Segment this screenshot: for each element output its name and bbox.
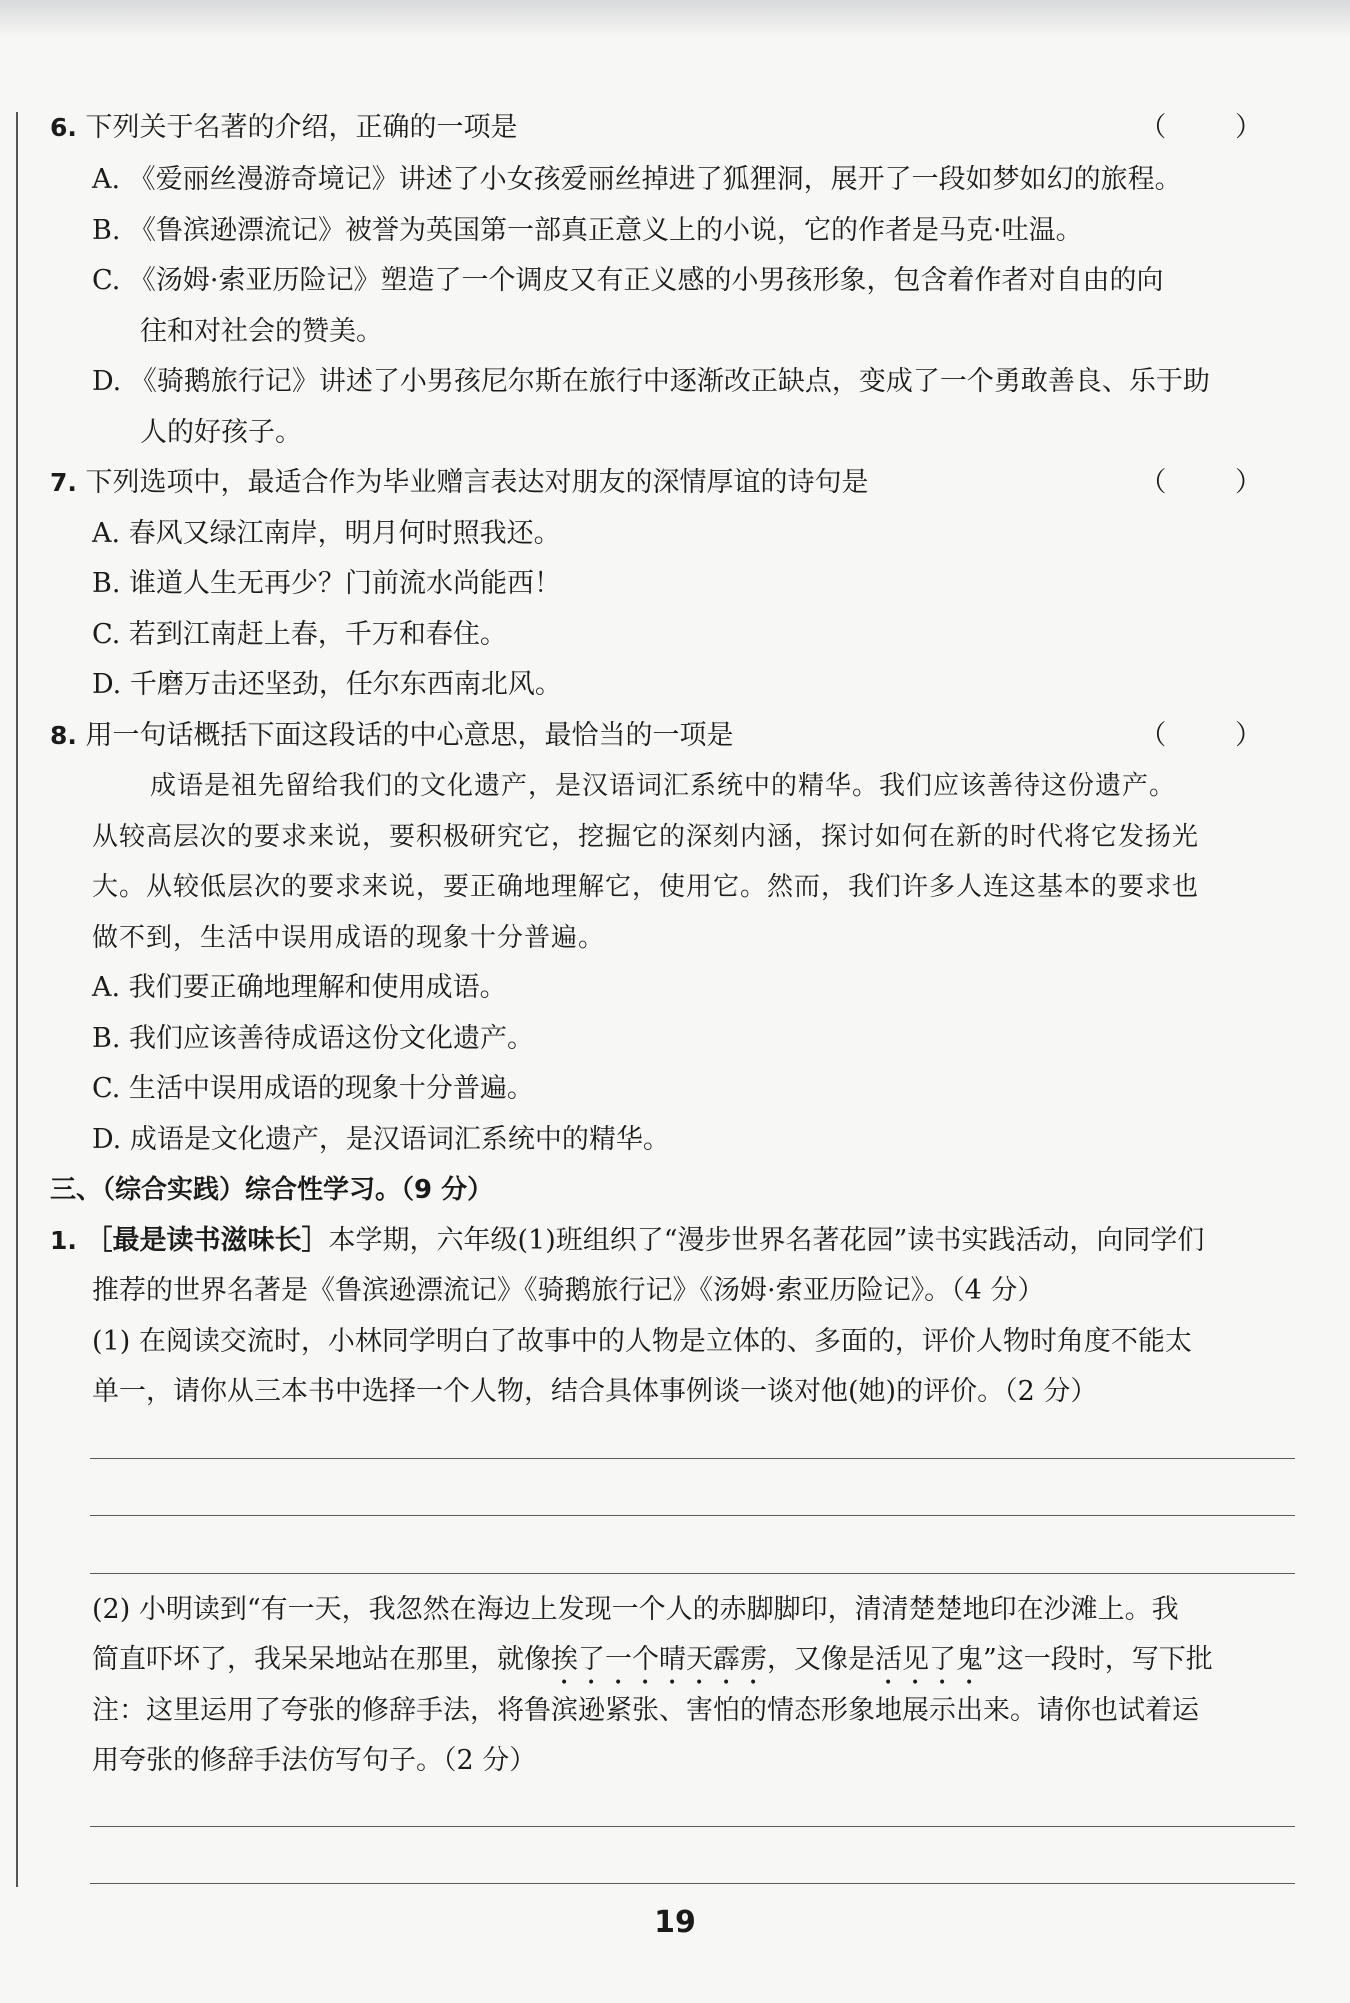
q8-passage-line-2: 从较高层次的要求来说，要积极研究它，挖掘它的深刻内涵，探讨如何在新的时代将它发扬光 bbox=[92, 822, 1200, 852]
s3q1-sub1-line-1: (1) 在阅读交流时，小林同学明白了故事中的人物是立体的、多面的，评价人物时角度不能太 bbox=[92, 1326, 1192, 1357]
q7-stem: 下列选项中，最适合作为毕业赠言表达对朋友的深情厚谊的诗句是 bbox=[85, 467, 869, 498]
left-margin-rule bbox=[16, 112, 18, 1887]
s3q1-sub2-line-2 bbox=[92, 1640, 1213, 1691]
q8-passage-line-4: 做不到，生活中误用成语的现象十分普遍。 bbox=[92, 923, 606, 953]
q7-option-c: C. 若到江南赶上春，千万和春住。 bbox=[92, 619, 507, 650]
scan-top-shadow bbox=[0, 0, 1350, 38]
q8-option-b: B. 我们应该善待成语这份文化遗产。 bbox=[92, 1023, 535, 1054]
s3q1-sub1-line-2: 单一，请你从三本书中选择一个人物，结合具体事例谈一谈对他(她)的评价。（2 分） bbox=[92, 1376, 1098, 1407]
s3q1-intro-line-1 bbox=[50, 1221, 1204, 1261]
q8-number: 8. bbox=[50, 721, 77, 750]
s3q1-sub2-text-c: ，又像是 bbox=[767, 1644, 875, 1675]
q7-option-a: A. 春风又绿江南岸，明月何时照我还。 bbox=[92, 518, 561, 549]
s3q1-sub2-text-a: 简直吓坏了，我呆呆地站在那里，就像 bbox=[92, 1644, 551, 1675]
q7-stem-line bbox=[50, 463, 869, 503]
answer-line-1[interactable] bbox=[90, 1458, 1295, 1459]
emphasis-phrase-2: 活见了鬼 bbox=[875, 1644, 983, 1675]
s3q1-sub2-line-1: (2) 小明读到“有一天，我忽然在海边上发现一个人的赤脚脚印，清清楚楚地印在沙滩上。我 bbox=[92, 1594, 1179, 1625]
answer-line-3[interactable] bbox=[90, 1573, 1295, 1574]
q6-option-c-cont: 往和对社会的赞美。 bbox=[140, 316, 383, 347]
q6-stem-line bbox=[50, 108, 518, 148]
q7-number: 7. bbox=[50, 468, 77, 497]
q8-stem-line bbox=[50, 716, 734, 756]
q6-option-a: A. 《爱丽丝漫游奇境记》讲述了小女孩爱丽丝掉进了狐狸洞，展开了一段如梦如幻的旅程。 bbox=[92, 164, 1182, 195]
q6-option-b: B. 《鲁滨逊漂流记》被誉为英国第一部真正意义上的小说，它的作者是马克·吐温。 bbox=[92, 215, 1083, 246]
s3q1-number: 1. bbox=[50, 1226, 77, 1255]
q8-option-a: A. 我们要正确地理解和使用成语。 bbox=[92, 972, 507, 1003]
q8-answer-bracket[interactable]: （ ） bbox=[1139, 720, 1292, 751]
section-3-heading: 三、（综合实践）综合性学习。（9 分） bbox=[50, 1175, 494, 1205]
q6-stem: 下列关于名著的介绍，正确的一项是 bbox=[85, 112, 518, 143]
q7-answer-bracket[interactable]: （ ） bbox=[1139, 467, 1292, 498]
s3q1-intro-line-2: 推荐的世界名著是《鲁滨逊漂流记》《骑鹅旅行记》《汤姆·索亚历险记》。（4 分） bbox=[92, 1275, 1045, 1306]
emphasis-phrase-1: 挨了一个晴天霹雳 bbox=[551, 1644, 767, 1675]
s3q1-sub2-line-3: 注：这里运用了夸张的修辞手法，将鲁滨逊紧张、害怕的情态形象地展示出来。请你也试着运 bbox=[92, 1695, 1199, 1726]
q8-option-d: D. 成语是文化遗产，是汉语词汇系统中的精华。 bbox=[92, 1124, 670, 1155]
s3q1-intro-1: 本学期，六年级(1)班组织了“漫步世界名著花园”读书实践活动，向同学们 bbox=[328, 1225, 1205, 1256]
answer-line-4[interactable] bbox=[90, 1826, 1295, 1827]
q8-passage-line-3: 大。从较低层次的要求来说，要正确地理解它，使用它。然而，我们许多人连这基本的要求也 bbox=[92, 872, 1200, 902]
q6-option-d-cont: 人的好孩子。 bbox=[140, 417, 302, 448]
s3q1-tag: ［最是读书滋味长］ bbox=[85, 1225, 329, 1256]
q7-option-b: B. 谁道人生无再少？门前流水尚能西！ bbox=[92, 568, 562, 599]
s3q1-sub2-line-4: 用夸张的修辞手法仿写句子。（2 分） bbox=[92, 1745, 537, 1776]
q8-passage-line-1: 成语是祖先留给我们的文化遗产，是汉语词汇系统中的精华。我们应该善待这份遗产。 bbox=[150, 771, 1177, 801]
answer-line-2[interactable] bbox=[90, 1515, 1295, 1516]
q7-option-d: D. 千磨万击还坚劲，任尔东西南北风。 bbox=[92, 669, 562, 700]
s3q1-sub2-text-e: ”这一段时，写下批 bbox=[983, 1644, 1213, 1675]
q6-option-c: C. 《汤姆·索亚历险记》塑造了一个调皮又有正义感的小男孩形象，包含着作者对自由的向 bbox=[92, 265, 1164, 296]
q6-number: 6. bbox=[50, 113, 77, 142]
q6-answer-bracket[interactable]: （ ） bbox=[1139, 112, 1292, 143]
q8-stem: 用一句话概括下面这段话的中心意思，最恰当的一项是 bbox=[85, 720, 734, 751]
answer-line-5[interactable] bbox=[90, 1883, 1295, 1884]
page-number: 19 bbox=[654, 1905, 696, 1940]
q8-option-c: C. 生活中误用成语的现象十分普遍。 bbox=[92, 1073, 534, 1104]
q6-option-d: D. 《骑鹅旅行记》讲述了小男孩尼尔斯在旅行中逐渐改正缺点，变成了一个勇敢善良、乐于助 bbox=[92, 366, 1210, 397]
